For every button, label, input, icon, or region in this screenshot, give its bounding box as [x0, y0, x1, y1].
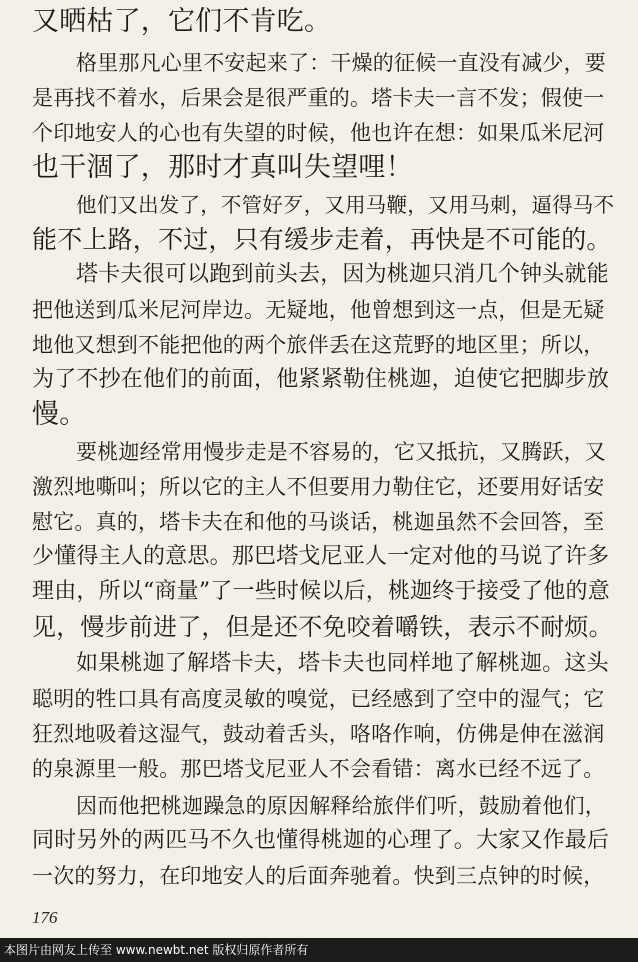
- text-line: 塔卡夫很可以跑到前头去，因为桃迦只消几个钟头就能: [76, 262, 609, 287]
- text-line: 能不上路，不过，只有缓步走着，再快是不可能的。: [32, 225, 612, 254]
- text-line: 也干涸了，那时才真叫失望哩！: [32, 152, 413, 183]
- text-line: 激烈地嘶叫；所以它的主人不但要用力勒住它，还要用好话安: [32, 475, 605, 499]
- text-line: 把他送到瓜米尼河岸边。无疑地，他曾想到这一点，但是无疑: [32, 298, 605, 322]
- text-line: 见，慢步前进了，但是还不免咬着嚼铁，表示不耐烦。: [32, 613, 613, 641]
- text-line: 慰它。真的，塔卡夫在和他的马谈话，桃迦虽然不会回答，至: [32, 510, 605, 534]
- text-line: 理由，所以“商量”了一些时候以后，桃迦终于接受了他的意: [32, 579, 610, 604]
- text-line: 的泉源里一般。那巴塔戈尼亚人不会看错：离水已经不远了。: [32, 757, 605, 781]
- text-line: 个印地安人的心也有失望的时候，他也许在想：如果瓜米尼河: [32, 121, 605, 145]
- text-line: 要桃迦经常用慢步走是不容易的，它又抵抗，又腾跃，又: [76, 440, 606, 464]
- text-line: 是再找不着水，后果会是很严重的。塔卡夫一言不发；假使一: [32, 86, 605, 110]
- text-line: 为了不抄在他们的前面，他紧紧勒住桃迦，迫使它把脚步放: [32, 367, 610, 392]
- text-line: 少懂得主人的意思。那巴塔戈尼亚人一定对他的马说了许多: [32, 544, 610, 569]
- text-line: 同时另外的两匹马不久也懂得桃迦的心理了。大家又作最后: [32, 828, 610, 853]
- text-line: 如果桃迦了解塔卡夫，塔卡夫也同样地了解桃迦。这头: [76, 651, 609, 676]
- text-line: 狂烈地吸着这湿气，鼓动着舌头，咯咯作响，仿佛是伸在滋润: [32, 722, 605, 746]
- page-number: 176: [32, 908, 58, 927]
- text-line: 他们又出发了，不管好歹，又用马鞭，又用马刺，逼得马不: [76, 193, 615, 217]
- text-line: 地他又想到不能把他的两个旅伴丢在这荒野的地区里；所以，: [32, 333, 605, 357]
- text-line: 格里那凡心里不安起来了：干燥的征候一直没有减少，要: [76, 51, 606, 75]
- text-line: 因而他把桃迦躁急的原因解释给旅伴们听，鼓励着他们，: [76, 794, 606, 818]
- text-line: 慢。: [32, 399, 87, 430]
- text-line: 一次的努力，在印地安人的后面奔驰着。快到三点钟的时候，: [32, 864, 605, 888]
- text-line: 聪明的牲口具有高度灵敏的嗅觉，已经感到了空中的湿气；它: [32, 687, 605, 711]
- copyright-footer: 本图片由网友上传至 www.newbt.net 版权归原作者所有: [0, 938, 638, 962]
- text-line: 又晒枯了，它们不肯吃。: [32, 6, 332, 37]
